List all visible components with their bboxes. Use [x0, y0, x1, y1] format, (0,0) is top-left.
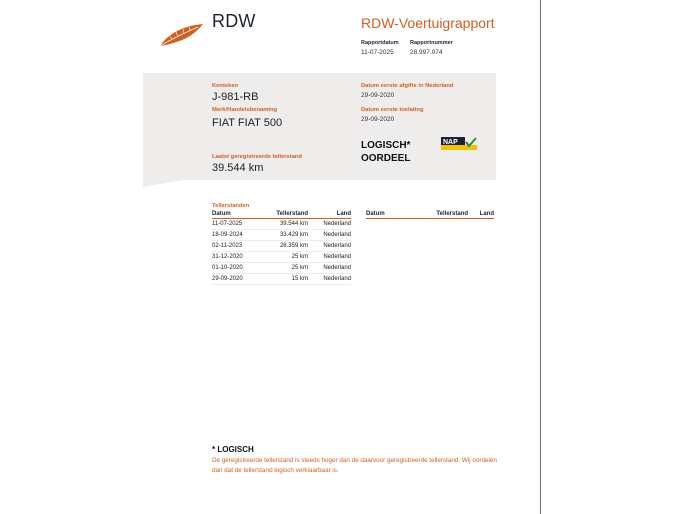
odometer-table-header: [212, 211, 351, 219]
odometer-value: 39.544 km: [212, 162, 264, 174]
cell-date: 18-09-2024: [212, 230, 264, 241]
logo-text: RDW: [212, 11, 256, 31]
table-row: [212, 274, 351, 285]
vehicle-info-panel: [143, 73, 496, 180]
cell-date: 01-10-2020: [212, 263, 264, 274]
cell-reading: 15 km: [264, 274, 308, 285]
first-admission-nl-value: 29-09-2020: [361, 92, 395, 99]
cell-country: Nederland: [308, 241, 351, 252]
col-date-header: Datum: [366, 211, 418, 219]
cell-date: 02-11-2023: [212, 241, 264, 252]
odometer-section-label: Tellerstanden: [212, 203, 250, 209]
nap-check-icon: [441, 137, 477, 150]
report-title: RDW-Voertuigrapport: [361, 15, 495, 31]
odometer-table-continued: [366, 211, 494, 219]
table-row: [212, 252, 351, 263]
cell-country: Nederland: [308, 219, 351, 230]
col-country-header: Land: [308, 211, 351, 219]
first-admission-label: Datum eerste toelating: [361, 107, 424, 113]
cell-country: Nederland: [308, 274, 351, 285]
cell-country: Nederland: [308, 252, 351, 263]
cell-date: 11-07-2025: [212, 219, 264, 230]
verdict: [361, 139, 410, 165]
make-label: Merk/Handelsbenaming: [212, 107, 278, 113]
col-date-header: Datum: [212, 211, 264, 219]
make-value: FIAT FIAT 500: [212, 117, 283, 129]
col-reading-header: Tellerstand: [418, 211, 468, 219]
cell-reading: 25 km: [264, 252, 308, 263]
plate-label: Kenteken: [212, 83, 239, 89]
report-date-label: Rapportdatum: [361, 40, 399, 46]
table-row: [212, 241, 351, 252]
odometer-table-header: [366, 211, 494, 219]
cell-date: 31-12-2020: [212, 252, 264, 263]
rdw-feather-logo-icon: [158, 22, 206, 48]
plate-value: J-981-RB: [212, 91, 259, 103]
panel-notch: [143, 180, 183, 187]
first-admission-value: 29-09-2020: [361, 116, 395, 123]
nap-text: NAP: [443, 139, 458, 146]
col-country-header: Land: [468, 211, 494, 219]
cell-date: 29-09-2020: [212, 274, 264, 285]
verdict-line-2: OORDEEL: [361, 153, 411, 164]
table-row: [212, 230, 351, 241]
cell-reading: 33.429 km: [264, 230, 308, 241]
report-number: 28.997.074: [410, 49, 443, 56]
footnote-text: De geregistreerde tellerstand is steeds hoger dan de daarvoor geregistreerde tellerstand. Wij oordelen dan dat de tellerstand logisch verklaarbaar is.: [212, 457, 497, 474]
table-row: [212, 263, 351, 274]
first-admission-nl-label: Datum eerste afgifte in Nederland: [361, 83, 454, 89]
verdict-line-1: LOGISCH*: [361, 140, 411, 151]
cell-reading: 25 km: [264, 263, 308, 274]
report-number-label: Rapportnummer: [410, 40, 453, 46]
odometer-table: [212, 211, 351, 285]
cell-country: Nederland: [308, 263, 351, 274]
page-edge-line: [540, 0, 541, 514]
table-row: [212, 219, 351, 230]
cell-reading: 39.544 km: [264, 219, 308, 230]
cell-reading: 26.359 km: [264, 241, 308, 252]
odometer-label: Laatst geregistreerde tellerstand: [212, 154, 302, 160]
footnote-title: * LOGISCH: [212, 445, 254, 454]
cell-country: Nederland: [308, 230, 351, 241]
report-date: 11-07-2025: [361, 49, 394, 56]
col-reading-header: Tellerstand: [264, 211, 308, 219]
